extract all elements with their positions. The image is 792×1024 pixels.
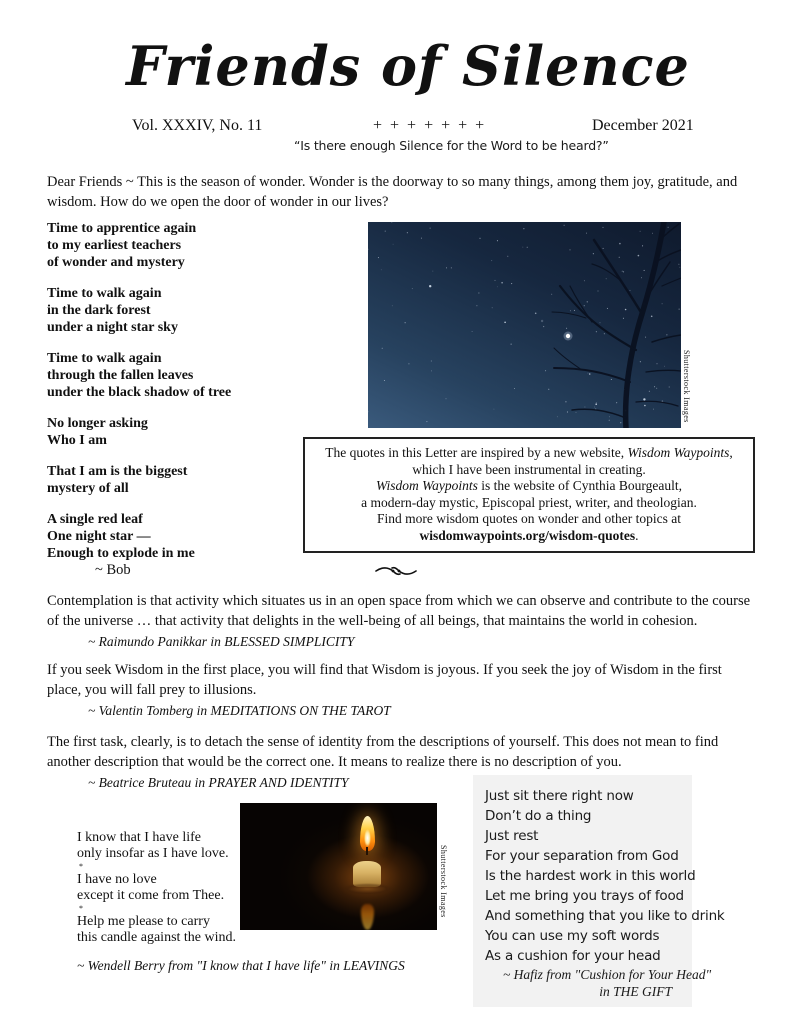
poem-stanza xyxy=(47,350,357,401)
poem-line: except it come from Thee. xyxy=(77,887,225,903)
poem-line: That I am is the biggest xyxy=(47,464,188,479)
notice-line xyxy=(309,528,749,545)
notice-line: Find more wisdom quotes on wonder and other topics at xyxy=(376,511,682,526)
photo-credit-candle: Shutterstock Images xyxy=(439,845,448,918)
poem-line: And something that you like to drink xyxy=(485,908,725,924)
newsletter-title: Friends of Silence xyxy=(126,34,690,98)
flame-reflection xyxy=(361,904,374,930)
poem-line: under the black shadow of tree xyxy=(47,385,232,400)
quote-text: The first task, clearly, is to detach the sense of identity from the descriptions of yourself. This does not mean to find another description that would be the correct one. It means to realize there is no description of you. xyxy=(47,734,719,770)
poem-line: Time to apprentice again xyxy=(47,221,197,236)
website-url: wisdomwaypoints.org/wisdom-quotes xyxy=(419,527,636,543)
quote-block xyxy=(47,660,755,719)
poem-attribution: ~ Bob xyxy=(95,562,131,578)
poem-line: One night star — xyxy=(47,529,151,544)
notice-line xyxy=(309,478,749,495)
starfield-and-tree-illustration xyxy=(368,222,681,428)
quote-text: If you seek Wisdom in the first place, you will find that Wisdom is joyous. If you seek the joy of Wisdom in the first place, you will fall prey to illusions. xyxy=(47,662,722,698)
notice-line: a modern-day mystic, Episcopal priest, writer, and theologian. xyxy=(361,494,697,510)
quotes-section xyxy=(47,591,755,801)
hafiz-attribution: ~ Hafiz from "Cushion for Your Head" xyxy=(503,967,712,982)
berry-poem xyxy=(77,830,236,945)
poem-line: Don’t do a thing xyxy=(485,808,592,824)
website-name: Wisdom Waypoints xyxy=(376,478,478,493)
plus-separator: + + + + + + + xyxy=(373,117,487,134)
photo-credit-night-sky: Shutterstock Images xyxy=(682,350,691,423)
poem-line: Help me please to carry xyxy=(77,914,210,929)
poem-line: Just rest xyxy=(485,828,539,844)
stanza-separator-mark: * xyxy=(79,904,83,913)
notice-text: , xyxy=(729,445,733,460)
poem-line: only insofar as I have love. xyxy=(77,845,229,861)
candle-flame-core xyxy=(364,829,371,847)
poem-line: You can use my soft words xyxy=(485,928,660,944)
notice-text: is the website of Cynthia Bourgeault, xyxy=(477,478,682,493)
candle-photo xyxy=(240,803,437,930)
poem-line: mystery of all xyxy=(47,481,129,496)
quote-attribution: ~ Raimundo Panikkar in BLESSED SIMPLICITY xyxy=(88,634,355,649)
poem-stanza xyxy=(47,220,357,271)
poem-line: A single red leaf xyxy=(47,512,143,527)
stanza-separator-mark: * xyxy=(79,862,83,871)
poem-line: under a night star sky xyxy=(47,320,178,335)
poem-stanza xyxy=(47,285,357,336)
quote-attribution: ~ Beatrice Bruteau in PRAYER AND IDENTITY xyxy=(88,775,349,790)
candle-wick xyxy=(366,847,368,855)
poem-line: Time to walk again xyxy=(47,351,162,366)
night-sky-photo xyxy=(368,222,681,428)
poem-line: this candle against the wind. xyxy=(77,929,237,945)
poem-line: Is the hardest work in this world xyxy=(485,868,696,884)
intro-paragraph: Dear Friends ~ This is the season of wonder. Wonder is the doorway to so many things, among them joy, gratitude, and wisdom. How do we open the door of wonder in our lives? xyxy=(47,174,738,210)
poem-line: Time to walk again xyxy=(47,286,162,301)
motto-tagline: “Is there enough Silence for the Word to be heard?” xyxy=(294,138,609,153)
poem-line: Enough to explode in me xyxy=(47,546,195,561)
website-notice-box xyxy=(303,437,755,553)
hafiz-attribution-source: in THE GIFT xyxy=(599,984,672,999)
quote-text: Contemplation is that activity which situates us in an open space from which we can observe and contribute to the course of the universe … that activity that delights in the well-being of all beings, that maintains the world in cohesion. xyxy=(47,593,751,629)
website-name: Wisdom Waypoints xyxy=(627,445,730,460)
fleuron-divider-icon xyxy=(0,564,792,583)
quote-attribution: ~ Valentin Tomberg in MEDITATIONS ON THE TAROT xyxy=(88,703,391,718)
poem-line: No longer asking xyxy=(47,416,148,431)
poem-line: For your separation from God xyxy=(485,848,679,864)
poem-line: through the fallen leaves xyxy=(47,368,194,383)
candle-glow-pool xyxy=(340,883,395,895)
poem-line: Who I am xyxy=(47,433,107,448)
notice-text: . xyxy=(635,527,639,543)
poem-line: I know that I have life xyxy=(77,830,202,845)
notice-text: The quotes in this Letter are inspired by a new website, xyxy=(325,445,628,460)
quote-block xyxy=(47,591,755,650)
poem-line: I have no love xyxy=(77,872,157,887)
berry-attribution: ~ Wendell Berry from "I know that I have life" in LEAVINGS xyxy=(77,958,405,973)
poem-line: As a cushion for your head xyxy=(485,948,661,964)
poem-line: Just sit there right now xyxy=(485,788,634,804)
poem-line: of wonder and mystery xyxy=(47,255,185,270)
hafiz-poem-block xyxy=(473,775,725,1007)
poem-line: Let me bring you trays of food xyxy=(485,888,684,904)
issue-date: December 2021 xyxy=(592,117,694,134)
notice-line: which I have been instrumental in creating. xyxy=(412,461,646,477)
poem-line: to my earliest teachers xyxy=(47,238,182,253)
volume-number: Vol. XXXIV, No. 11 xyxy=(132,117,263,134)
notice-line xyxy=(309,445,749,462)
poem-line: in the dark forest xyxy=(47,303,151,318)
